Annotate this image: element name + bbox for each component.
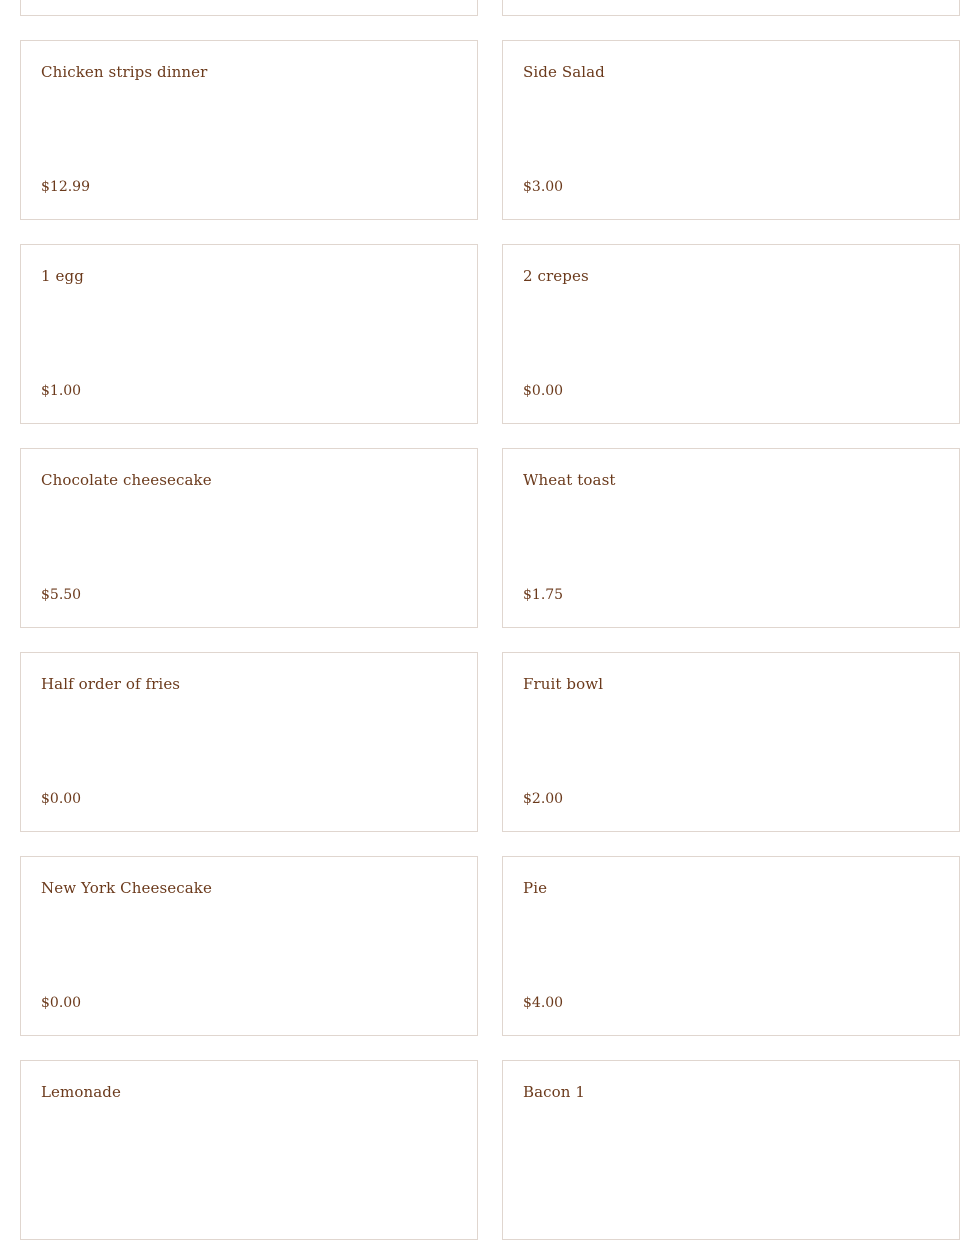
menu-item-card[interactable] (20, 652, 478, 832)
menu-item-card[interactable] (502, 856, 960, 1036)
menu-item-price: $12.99 (41, 179, 90, 195)
menu-item-name: Fruit bowl (523, 675, 604, 693)
menu-item-card[interactable] (502, 652, 960, 832)
menu-item-card[interactable] (502, 1060, 960, 1240)
menu-item-price: $1.00 (41, 383, 82, 399)
menu-item-name: 1 egg (41, 267, 84, 285)
menu-item-card[interactable] (20, 244, 478, 424)
menu-item-card[interactable] (20, 856, 478, 1036)
menu-item-price: $3.00 (523, 179, 564, 195)
menu-item-price: $0.00 (41, 995, 82, 1011)
menu-item-price: $1.75 (523, 587, 564, 603)
menu-item-card[interactable] (20, 1060, 478, 1240)
menu-item-card[interactable] (502, 244, 960, 424)
menu-item-card[interactable] (20, 0, 478, 16)
menu-item-name: Side Salad (523, 63, 605, 81)
menu-item-price: $0.00 (41, 791, 82, 807)
menu-item-name: Lemonade (41, 1083, 121, 1101)
menu-item-name: Chocolate cheesecake (41, 471, 212, 489)
menu-item-name: Chicken strips dinner (41, 63, 208, 81)
menu-item-name: 2 crepes (523, 267, 589, 285)
menu-item-name: New York Cheesecake (41, 879, 212, 897)
menu-item-name: Bacon 1 (523, 1083, 586, 1101)
menu-item-card[interactable] (20, 448, 478, 628)
menu-item-card[interactable] (502, 40, 960, 220)
menu-item-card[interactable] (20, 40, 478, 220)
menu-item-card[interactable] (502, 448, 960, 628)
menu-item-price: $2.00 (523, 791, 564, 807)
menu-item-card[interactable] (502, 0, 960, 16)
menu-item-name: Pie (523, 879, 548, 897)
menu-item-name: Wheat toast (523, 471, 616, 489)
menu-item-price: $5.50 (41, 587, 82, 603)
menu-item-price: $4.00 (523, 995, 564, 1011)
menu-items-grid (20, 0, 960, 1240)
menu-item-name: Half order of fries (41, 675, 181, 693)
menu-item-price: $0.00 (523, 383, 564, 399)
